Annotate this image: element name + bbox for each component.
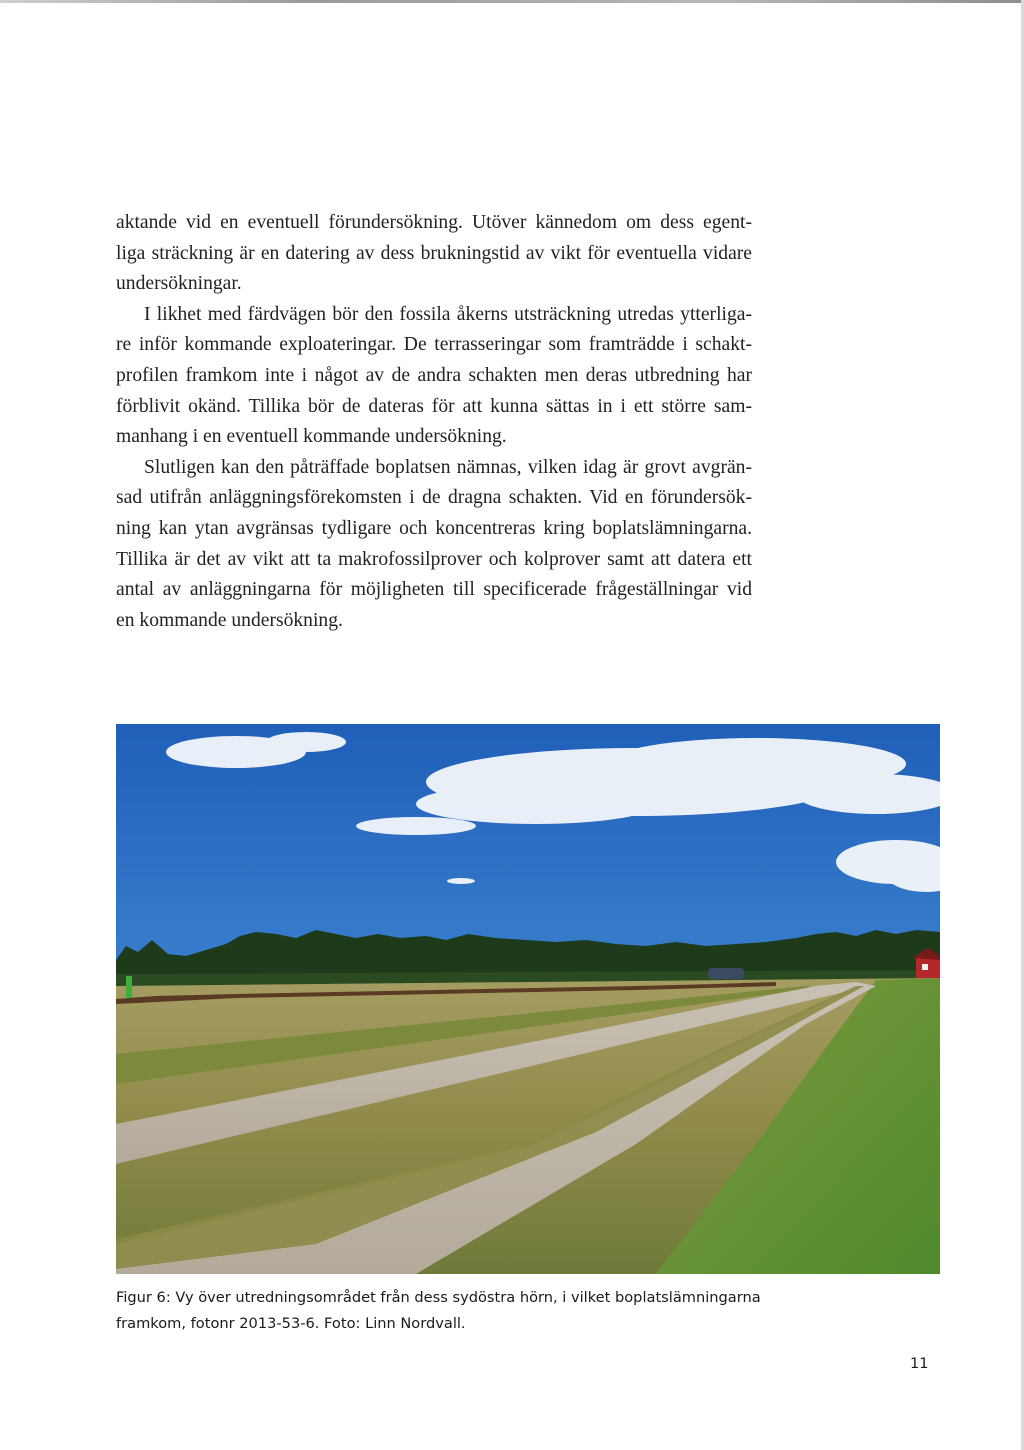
text-line: ning kan ytan avgränsas tydligare och koncentreras kring boplatslämningarna.	[116, 517, 752, 539]
page-number: 11	[910, 1356, 929, 1372]
text-line: antal av anläggningarna för möjligheten till specificerade frågeställningar vid	[116, 579, 752, 601]
text-line: sad utifrån anläggningsförekomsten i de dragna schakten. Vid en förundersök-	[116, 487, 752, 509]
text-line: I likhet med färdvägen bör den fossila åkerns utsträckning utredas ytterliga-	[144, 303, 752, 325]
caption-line: framkom, fotonr 2013-53-6. Foto: Linn Nordvall.	[116, 1315, 466, 1332]
text-line: profilen framkom inte i något av de andra schakten men deras utbredning har	[116, 364, 752, 386]
body-text	[116, 208, 752, 636]
field-road-photo	[116, 724, 940, 1274]
text-line: re inför kommande exploateringar. De terrasseringar som framträdde i schakt-	[116, 334, 752, 356]
text-line: aktande vid en eventuell förundersökning. Utöver kännedom om dess egent-	[116, 212, 752, 233]
text-line: Tillika är det av vikt att ta makrofossilprover och kolprover samt att datera ett	[116, 548, 752, 570]
text-line: liga sträckning är en datering av dess brukningstid av vikt för eventuella vidare	[116, 242, 752, 264]
figure-caption	[116, 1285, 761, 1337]
text-line: förblivit okänd. Tillika bör de dateras för att kunna sättas in i ett större sam-	[116, 395, 752, 417]
caption-line: Figur 6: Vy över utredningsområdet från dess sydöstra hörn, i vilket boplatslämningarna	[116, 1289, 761, 1306]
text-line: en kommande undersökning.	[116, 609, 343, 631]
photo-illustration	[116, 724, 940, 1274]
page-edge	[0, 0, 1024, 3]
text-line: undersökningar.	[116, 273, 242, 295]
text-line: Slutligen kan den påträffade boplatsen nämnas, vilken idag är grovt avgrän-	[144, 456, 752, 478]
text-line: manhang i en eventuell kommande undersökning.	[116, 426, 507, 448]
